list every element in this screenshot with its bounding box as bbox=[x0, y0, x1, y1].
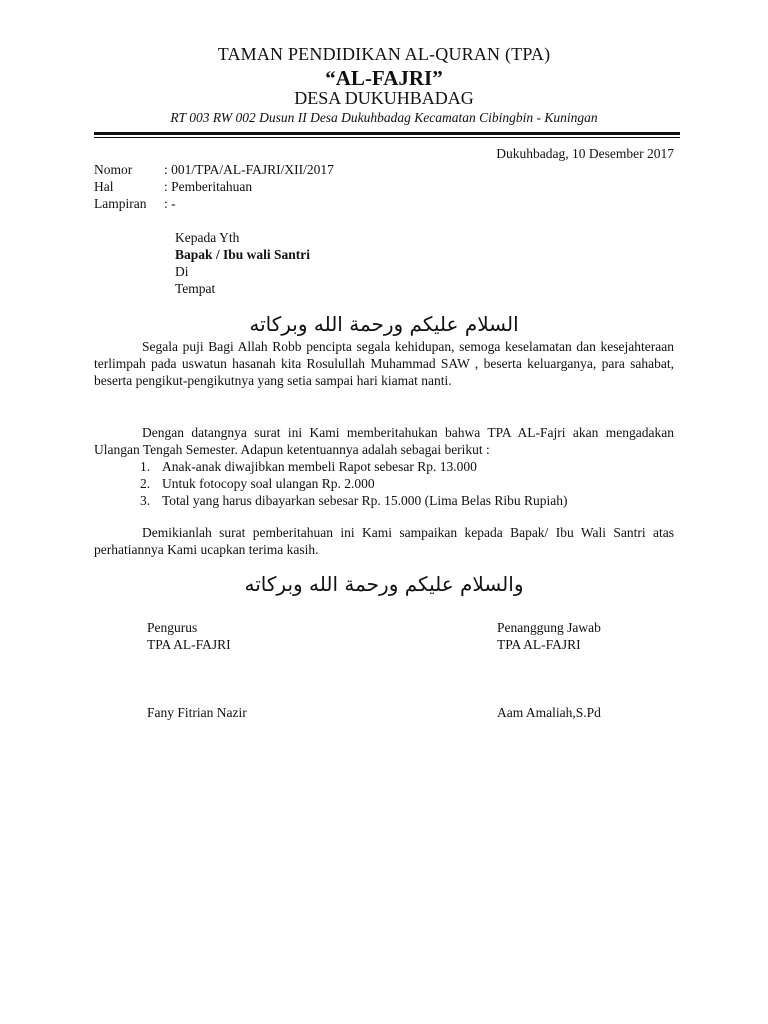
header-village: DESA DUKUHBADAG bbox=[294, 88, 474, 108]
list-text: Untuk fotocopy soal ulangan Rp. 2.000 bbox=[162, 476, 375, 491]
list-item bbox=[140, 475, 567, 492]
list-item bbox=[140, 458, 567, 475]
header-institution: TAMAN PENDIDIKAN AL-QURAN (TPA) bbox=[217, 44, 551, 64]
meta-row-nomor bbox=[94, 161, 334, 178]
signature-left-role: Pengurus bbox=[147, 620, 198, 635]
meta-value: : - bbox=[164, 196, 176, 211]
meta-key: Nomor bbox=[94, 162, 133, 177]
greeting-opening: السلام عليكم ورحمة الله وبركاته bbox=[249, 312, 519, 336]
signature-right-org: TPA AL-FAJRI bbox=[497, 637, 581, 652]
list-number: 3. bbox=[140, 493, 151, 508]
paragraph-closing: Demikianlah surat pemberitahuan ini Kami sampaikan kepada Bapak/ Ibu Wali Santri atas perhatiannya Kami ucapkan terima kasih. bbox=[94, 525, 674, 557]
requirements-list bbox=[140, 458, 567, 509]
meta-value: : 001/TPA/AL-FAJRI/XII/2017 bbox=[164, 162, 334, 177]
header-rule-thin bbox=[94, 137, 680, 138]
signature-left-name: Fany Fitrian Nazir bbox=[147, 705, 247, 720]
list-text: Total yang harus dibayarkan sebesar Rp. 15.000 (Lima Belas Ribu Rupiah) bbox=[162, 493, 568, 508]
addressee-line: Di bbox=[175, 264, 189, 279]
meta-value: : Pemberitahuan bbox=[164, 179, 253, 194]
addressee-name: Bapak / Ibu wali Santri bbox=[175, 247, 311, 262]
meta-row-lampiran bbox=[94, 195, 176, 212]
signature-right-name: Aam Amaliah,S.Pd bbox=[497, 705, 601, 720]
signature-left-org: TPA AL-FAJRI bbox=[147, 637, 231, 652]
list-number: 1. bbox=[140, 459, 151, 474]
paragraph-announcement: Dengan datangnya surat ini Kami memberitahukan bahwa TPA AL-Fajri akan mengadakan Ulangan Tengah Semester. Adapun ketentuannya adalah sebagai berikut : bbox=[94, 425, 674, 457]
meta-key: Lampiran bbox=[94, 196, 147, 211]
paragraph-opening: Segala puji Bagi Allah Robb pencipta segala kehidupan, semoga keselamatan dan kesejahteraan terlimpah pada uswatun hasanah kita Rosulullah Muhammad SAW , beserta keluarganya, para sahabat, beserta pengikut-pengikutnya yang setia sampai hari kiamat nanti. bbox=[94, 339, 674, 388]
meta-key: Hal bbox=[94, 179, 114, 194]
list-item bbox=[140, 492, 567, 509]
addressee-line: Kepada Yth bbox=[175, 230, 240, 245]
list-text: Anak-anak diwajibkan membeli Rapot sebesar Rp. 13.000 bbox=[162, 459, 477, 474]
header-name: “AL-FAJRI” bbox=[325, 66, 443, 90]
greeting-closing: والسلام عليكم ورحمة الله وبركاته bbox=[244, 572, 524, 596]
header-rule-thick bbox=[94, 132, 680, 135]
list-number: 2. bbox=[140, 476, 151, 491]
signature-right-role: Penanggung Jawab bbox=[497, 620, 601, 635]
header-address: RT 003 RW 002 Dusun II Desa Dukuhbadag Kecamatan Cibingbin - Kuningan bbox=[170, 110, 598, 125]
addressee-line: Tempat bbox=[175, 281, 216, 296]
letter-date: Dukuhbadag, 10 Desember 2017 bbox=[496, 146, 674, 161]
meta-row-hal bbox=[94, 178, 252, 195]
